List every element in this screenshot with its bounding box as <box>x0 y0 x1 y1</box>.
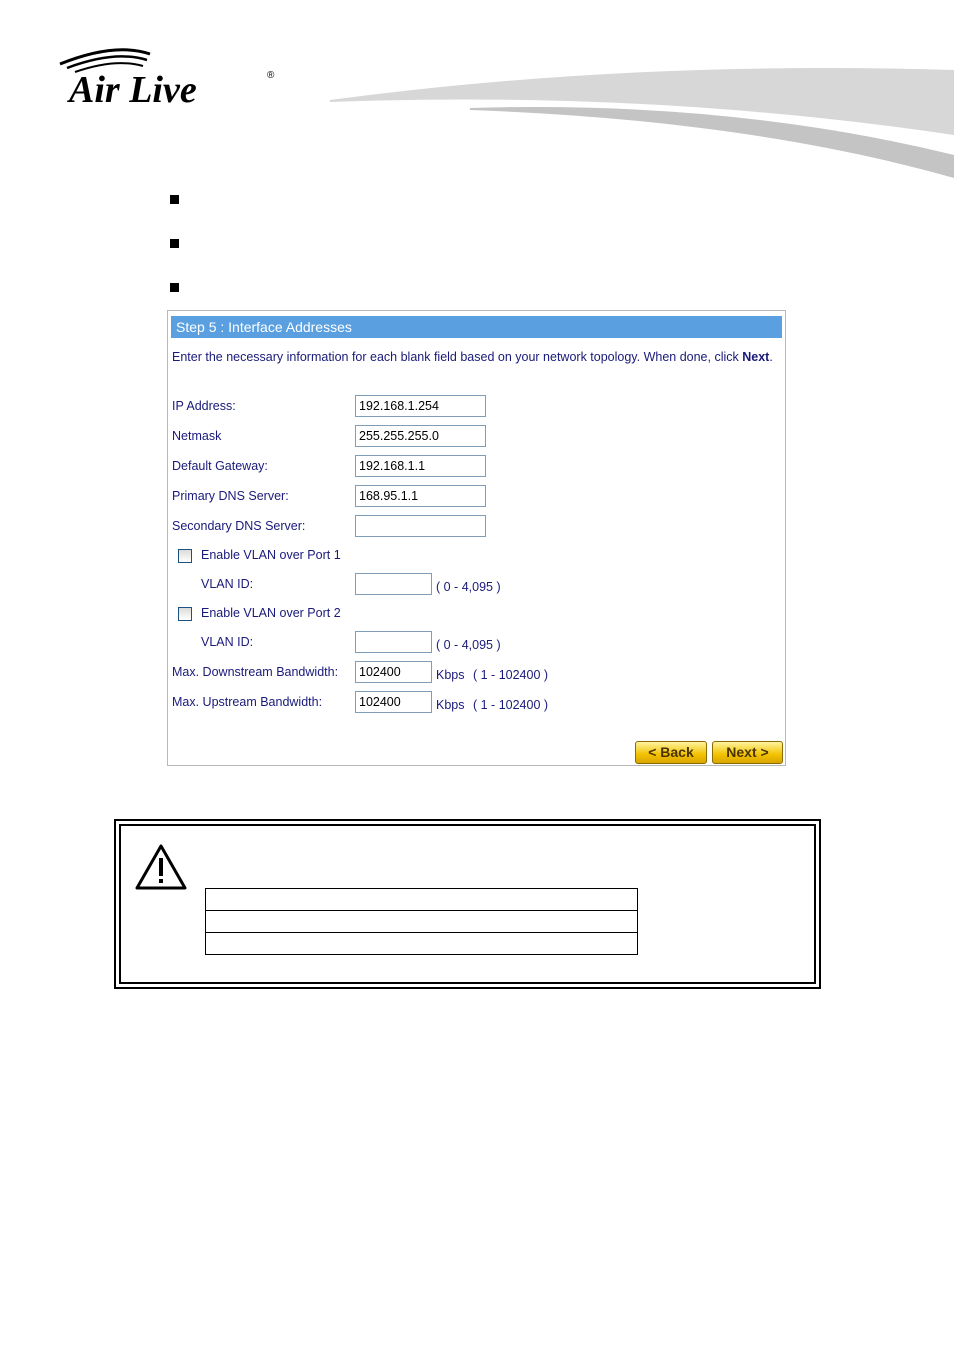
enable-vlan-port1-label: Enable VLAN over Port 1 <box>201 548 341 562</box>
primary-dns-label: Primary DNS Server: <box>172 489 289 503</box>
upstream-input[interactable] <box>355 691 432 713</box>
netmask-label: Netmask <box>172 429 222 443</box>
downstream-label: Max. Downstream Bandwidth: <box>172 665 339 679</box>
enable-vlan-port2-checkbox[interactable] <box>178 607 192 621</box>
downstream-range: ( 1 - 102400 ) <box>473 668 549 682</box>
netmask-input[interactable] <box>355 425 486 447</box>
ip-address-input[interactable] <box>355 395 486 417</box>
warning-box <box>114 819 821 989</box>
primary-dns-input[interactable] <box>355 485 486 507</box>
svg-text:®: ® <box>267 70 275 81</box>
enable-vlan-port2-label: Enable VLAN over Port 2 <box>201 606 341 620</box>
vlan2-id-input[interactable] <box>355 631 432 653</box>
default-gateway-label: Default Gateway: <box>172 459 268 473</box>
secondary-dns-input[interactable] <box>355 515 486 537</box>
upstream-range: ( 1 - 102400 ) <box>473 698 549 712</box>
wizard-intro: Enter the necessary information for each blank field based on your network topology. When done, click Next. <box>172 350 773 364</box>
ip-address-label: IP Address: <box>172 399 236 413</box>
downstream-unit: Kbps <box>436 668 465 682</box>
bullet-1 <box>170 195 179 204</box>
vlan2-id-label: VLAN ID: <box>201 635 254 649</box>
back-button[interactable]: < Back <box>635 741 707 764</box>
enable-vlan-port1-checkbox[interactable] <box>178 549 192 563</box>
bullet-2 <box>170 239 179 248</box>
intro-next-word: Next <box>742 350 770 364</box>
default-gateway-input[interactable] <box>355 455 486 477</box>
vlan2-range: ( 0 - 4,095 ) <box>436 638 501 652</box>
warning-row <box>206 933 638 955</box>
warning-triangle-icon <box>134 843 188 891</box>
airlive-logo <box>55 42 285 112</box>
secondary-dns-label: Secondary DNS Server: <box>172 519 306 533</box>
next-button[interactable]: Next > <box>712 741 783 764</box>
wizard-panel <box>167 310 786 766</box>
vlan1-id-input[interactable] <box>355 573 432 595</box>
header-swoosh <box>330 60 954 190</box>
warning-row <box>206 911 638 933</box>
vlan1-id-label: VLAN ID: <box>201 577 254 591</box>
upstream-label: Max. Upstream Bandwidth: <box>172 695 323 709</box>
warning-row <box>206 889 638 911</box>
downstream-input[interactable] <box>355 661 432 683</box>
upstream-unit: Kbps <box>436 698 465 712</box>
bullet-3 <box>170 283 179 292</box>
svg-text:Air Live: Air Live <box>69 69 197 111</box>
wizard-title: Step 5 : Interface Addresses <box>171 316 782 338</box>
warning-table <box>205 888 638 955</box>
vlan1-range: ( 0 - 4,095 ) <box>436 580 501 594</box>
